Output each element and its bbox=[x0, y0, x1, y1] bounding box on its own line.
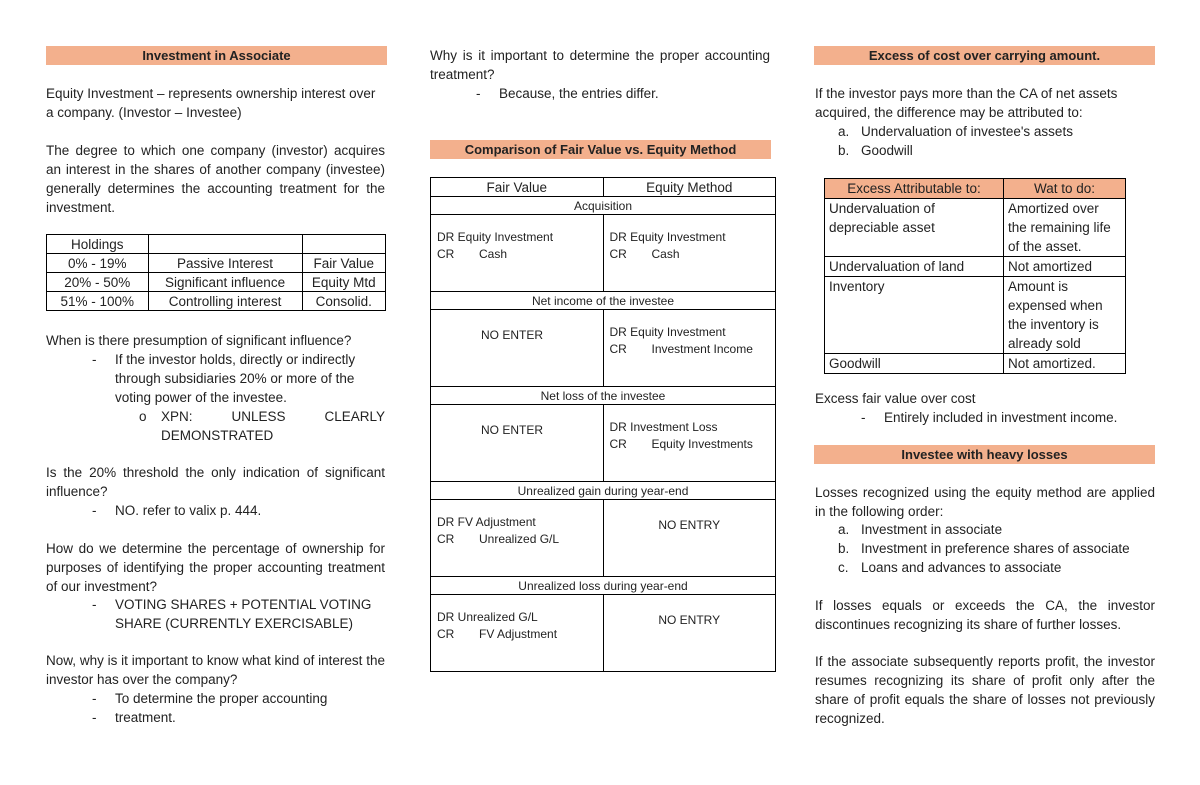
excess-item: Undervaluation of land bbox=[825, 257, 1004, 277]
holdings-range: 20% - 50% bbox=[47, 273, 149, 292]
degree-paragraph: The degree to which one company (investor) acquires an interest in the shares of another company (investee) generally determines the accounting treatment for the investment. bbox=[46, 143, 385, 215]
entry-credit: Equity Investments bbox=[651, 437, 753, 451]
dash-bullet: - bbox=[476, 86, 481, 101]
table-row bbox=[47, 292, 386, 311]
table-row bbox=[431, 178, 776, 197]
entry-credit: Cash bbox=[651, 247, 680, 261]
entry-credit-label: CR bbox=[437, 532, 455, 546]
fv-entry bbox=[431, 595, 604, 672]
section-header-excess-of-cost: Excess of cost over carrying amount. bbox=[814, 46, 1155, 65]
section-header-investment-in-associate: Investment in Associate bbox=[46, 46, 387, 65]
excess-paragraph: If the investor pays more than the CA of net assets acquired, the difference may be attributed to: bbox=[815, 86, 1118, 120]
holdings-interest: Passive Interest bbox=[148, 254, 302, 273]
dash-bullet: - bbox=[92, 597, 97, 612]
dash-bullet: - bbox=[861, 410, 866, 425]
question-accounting-treatment: Why is it important to determine the proper accounting treatment? bbox=[430, 48, 770, 82]
list-item: Loans and advances to associate bbox=[861, 560, 1062, 575]
bullet-text: To determine the proper accounting bbox=[115, 691, 328, 706]
holdings-method: Consolid. bbox=[302, 292, 386, 311]
holdings-interest: Significant influence bbox=[148, 273, 302, 292]
table-row bbox=[431, 577, 776, 595]
table-row bbox=[431, 405, 776, 482]
holdings-header: Holdings bbox=[47, 235, 149, 254]
action-header: Wat to do: bbox=[1004, 179, 1126, 199]
equity-investment-definition: Equity Investment – represents ownership interest over a company. (Investor – Investee) bbox=[46, 86, 376, 120]
entry-credit-label: CR bbox=[609, 342, 627, 356]
list-marker: b. bbox=[838, 541, 850, 556]
excess-attributable-table bbox=[824, 178, 1126, 374]
bullet-text: XPN: UNLESS CLEARLY DEMONSTRATED bbox=[161, 409, 385, 443]
bullet-text: treatment. bbox=[115, 710, 176, 725]
bullet-text: NO. refer to valix p. 444. bbox=[115, 503, 262, 518]
list-item: Undervaluation of investee's assets bbox=[861, 124, 1073, 139]
excess-item: Goodwill bbox=[825, 354, 1004, 374]
dash-bullet: - bbox=[92, 710, 97, 725]
table-row bbox=[431, 595, 776, 672]
table-row bbox=[825, 257, 1126, 277]
table-row bbox=[431, 197, 776, 215]
table-row bbox=[825, 179, 1126, 199]
entry-credit: Investment Income bbox=[651, 342, 753, 356]
list-marker: a. bbox=[838, 522, 850, 537]
section-header-comparison: Comparison of Fair Value vs. Equity Method bbox=[430, 140, 771, 159]
dash-bullet: - bbox=[92, 691, 97, 706]
table-row bbox=[47, 273, 386, 292]
table-row bbox=[431, 292, 776, 310]
bullet-text: Entirely included in investment income. bbox=[884, 410, 1118, 425]
entry-credit: FV Adjustment bbox=[479, 627, 558, 641]
fv-entry bbox=[431, 500, 604, 577]
list-marker: c. bbox=[838, 560, 849, 575]
bullet-text: Because, the entries differ. bbox=[499, 86, 659, 101]
fv-entry bbox=[431, 310, 604, 387]
eq-entry bbox=[603, 595, 776, 672]
resume-paragraph: If the associate subsequently reports profit, the investor resumes recognizing its share of profit only after the share of profit equals the share of losses not previously recognized. bbox=[815, 654, 1155, 726]
discontinue-paragraph: If losses equals or exceeds the CA, the investor discontinues recognizing its share of further losses. bbox=[815, 598, 1155, 632]
entry-credit-label: CR bbox=[609, 437, 627, 451]
question-percentage: How do we determine the percentage of ownership for purposes of identifying the proper accounting treatment of our investment? bbox=[46, 541, 385, 594]
section-title: Unrealized gain during year-end bbox=[431, 482, 776, 500]
excess-action: Not amortized. bbox=[1004, 354, 1126, 374]
section-title: Acquisition bbox=[431, 197, 776, 215]
excess-action: Not amortized bbox=[1004, 257, 1126, 277]
list-marker: a. bbox=[838, 124, 850, 139]
bullet-text: If the investor holds, directly or indirectly through subsidiaries 20% or more of the voting power of the investee. bbox=[115, 352, 356, 405]
entry-debit: DR Unrealized G/L bbox=[437, 610, 538, 624]
comparison-table bbox=[430, 177, 776, 672]
holdings-interest: Controlling interest bbox=[148, 292, 302, 311]
entry-debit: DR FV Adjustment bbox=[437, 515, 536, 529]
entry-debit: DR Equity Investment bbox=[609, 230, 726, 244]
fv-entry bbox=[431, 405, 604, 482]
list-item: Investment in associate bbox=[861, 522, 1003, 537]
section-title: Net income of the investee bbox=[431, 292, 776, 310]
table-row bbox=[47, 254, 386, 273]
bullet-text: VOTING SHARES + POTENTIAL VOTING SHARE (CURRENTLY EXERCISABLE) bbox=[115, 597, 372, 631]
table-row bbox=[825, 277, 1126, 354]
eq-entry bbox=[603, 500, 776, 577]
excess-header: Excess Attributable to: bbox=[825, 179, 1004, 199]
table-row bbox=[431, 215, 776, 292]
table-row bbox=[431, 310, 776, 387]
holdings-range: 51% - 100% bbox=[47, 292, 149, 311]
list-item: Goodwill bbox=[861, 143, 913, 158]
entry-debit: DR Investment Loss bbox=[609, 420, 718, 434]
no-entry: NO ENTER bbox=[481, 423, 544, 437]
eq-entry bbox=[603, 215, 776, 292]
entry-debit: DR Equity Investment bbox=[609, 325, 726, 339]
no-entry: NO ENTRY bbox=[658, 518, 721, 532]
excess-action: Amount is expensed when the inventory is already sold bbox=[1004, 277, 1126, 354]
entry-debit: DR Equity Investment bbox=[437, 230, 554, 244]
no-entry: NO ENTRY bbox=[658, 613, 721, 627]
entry-credit-label: CR bbox=[609, 247, 627, 261]
list-marker: b. bbox=[838, 143, 850, 158]
table-row bbox=[47, 235, 386, 254]
entry-credit-label: CR bbox=[437, 627, 455, 641]
section-header-heavy-losses: Investee with heavy losses bbox=[814, 445, 1155, 464]
holdings-table bbox=[46, 234, 386, 311]
dash-bullet: - bbox=[92, 352, 97, 367]
excess-fair-value-paragraph: Excess fair value over cost bbox=[815, 391, 976, 406]
circle-bullet: o bbox=[139, 409, 147, 424]
eq-entry bbox=[603, 405, 776, 482]
entry-credit: Unrealized G/L bbox=[479, 532, 560, 546]
table-row bbox=[431, 387, 776, 405]
excess-action: Amortized over the remaining life of the asset. bbox=[1004, 199, 1126, 257]
table-row bbox=[825, 199, 1126, 257]
table-row bbox=[825, 354, 1126, 374]
question-interest: Now, why is it important to know what kind of interest the investor has over the company? bbox=[46, 653, 385, 687]
table-row bbox=[431, 482, 776, 500]
holdings-method: Fair Value bbox=[302, 254, 386, 273]
list-item: Investment in preference shares of associate bbox=[861, 541, 1130, 556]
column-header-equity-method: Equity Method bbox=[603, 178, 776, 197]
eq-entry bbox=[603, 310, 776, 387]
fv-entry bbox=[431, 215, 604, 292]
holdings-method: Equity Mtd bbox=[302, 273, 386, 292]
question-significant-influence: When is there presumption of significant influence? bbox=[46, 333, 352, 348]
section-title: Net loss of the investee bbox=[431, 387, 776, 405]
column-header-fair-value: Fair Value bbox=[431, 178, 604, 197]
holdings-range: 0% - 19% bbox=[47, 254, 149, 273]
section-title: Unrealized loss during year-end bbox=[431, 577, 776, 595]
question-threshold: Is the 20% threshold the only indication of significant influence? bbox=[46, 465, 385, 499]
dash-bullet: - bbox=[92, 503, 97, 518]
excess-item: Inventory bbox=[825, 277, 1004, 354]
entry-credit-label: CR bbox=[437, 247, 455, 261]
entry-credit: Cash bbox=[479, 247, 508, 261]
table-row bbox=[431, 500, 776, 577]
excess-item: Undervaluation of depreciable asset bbox=[825, 199, 1004, 257]
losses-paragraph: Losses recognized using the equity method are applied in the following order: bbox=[815, 485, 1155, 519]
no-entry: NO ENTER bbox=[481, 328, 544, 342]
